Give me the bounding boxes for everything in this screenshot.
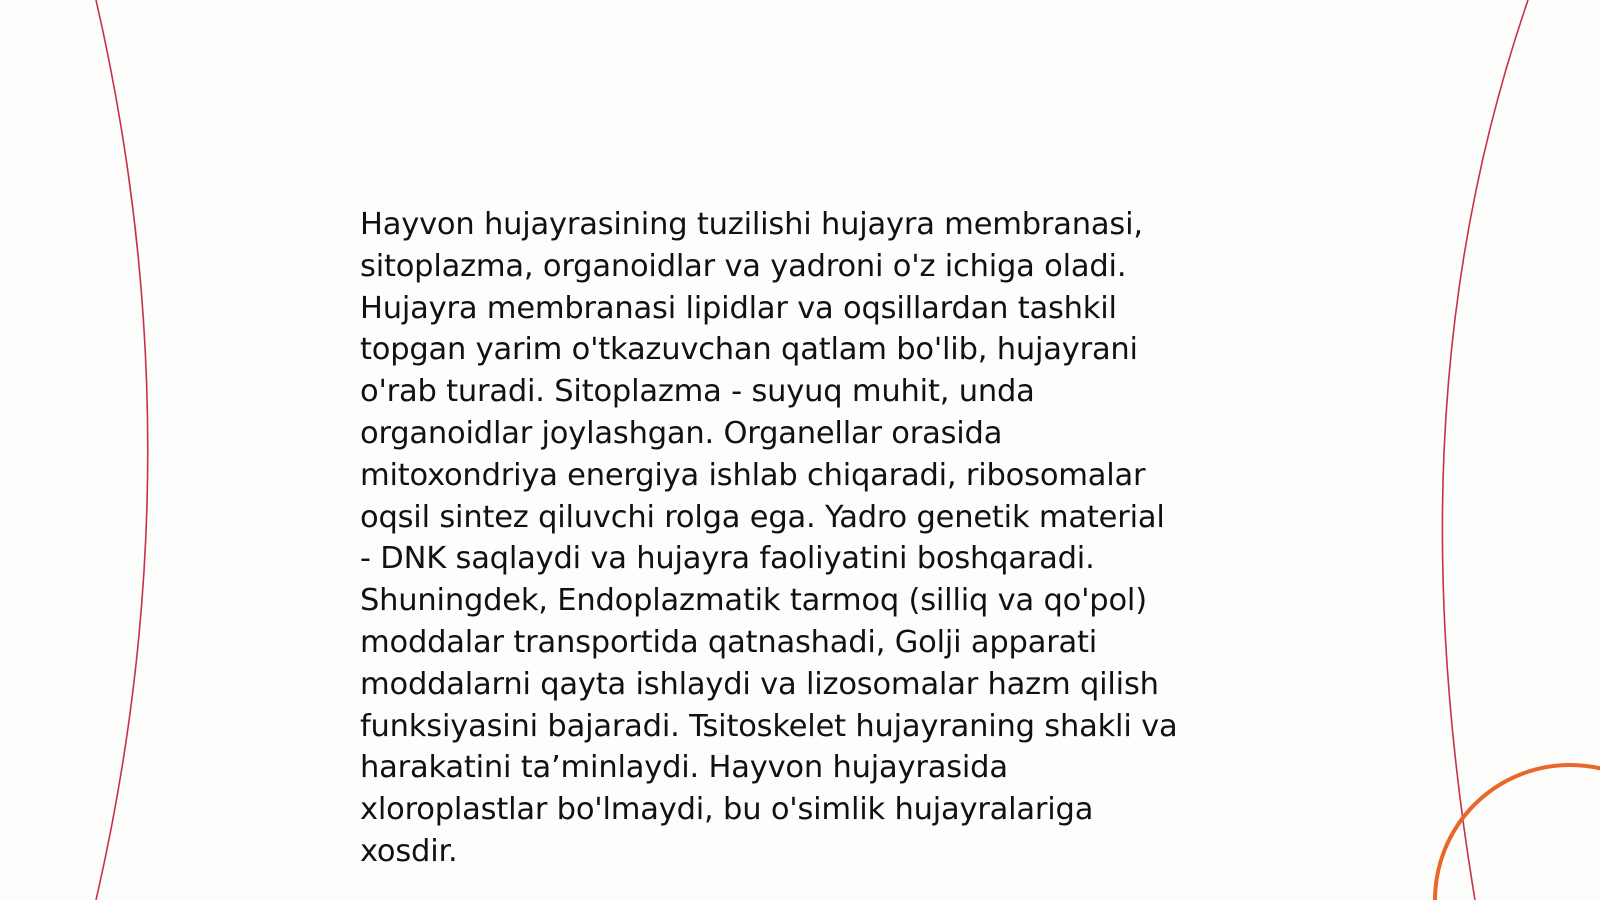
- body-line: funksiyasini bajaradi. Tsitoskelet hujayraning shakli va: [360, 708, 1178, 744]
- body-line: harakatini ta’minlaydi. Hayvon hujayrasida: [360, 750, 1008, 786]
- body-paragraph: [360, 204, 1260, 873]
- body-line: Hujayra membranasi lipidlar va oqsillardan tashkil: [360, 290, 1117, 326]
- body-line: Shuningdek, Endoplazmatik tarmoq (silliq va qo'pol): [360, 583, 1147, 619]
- body-line: xloroplastlar bo'lmaydi, bu o'simlik hujayralariga: [360, 792, 1094, 828]
- body-line: Hayvon hujayrasining tuzilishi hujayra membranasi,: [360, 207, 1143, 242]
- body-line: xosdir.: [360, 833, 458, 869]
- body-line: moddalarni qayta ishlaydi va lizosomalar hazm qilish: [360, 666, 1159, 702]
- body-line: moddalar transportida qatnashadi, Golji apparati: [360, 624, 1098, 660]
- body-line: topgan yarim o'tkazuvchan qatlam bo'lib, hujayrani: [360, 332, 1138, 368]
- body-line: organoidlar joylashgan. Organellar orasida: [360, 415, 1003, 451]
- body-line: mitoxondriya energiya ishlab chiqaradi, ribosomalar: [360, 457, 1146, 493]
- right-curve-line: [1442, 0, 1528, 900]
- body-line: - DNK saqlaydi va hujayra faoliyatini boshqaradi.: [360, 541, 1095, 577]
- body-line: oqsil sintez qiluvchi rolga ega. Yadro genetik material: [360, 499, 1165, 535]
- body-line: o'rab turadi. Sitoplazma - suyuq muhit, unda: [360, 374, 1035, 410]
- left-curve-line: [96, 0, 148, 900]
- body-line: sitoplazma, organoidlar va yadroni o'z ichiga oladi.: [360, 248, 1127, 284]
- orange-accent-arc: [1435, 765, 1600, 900]
